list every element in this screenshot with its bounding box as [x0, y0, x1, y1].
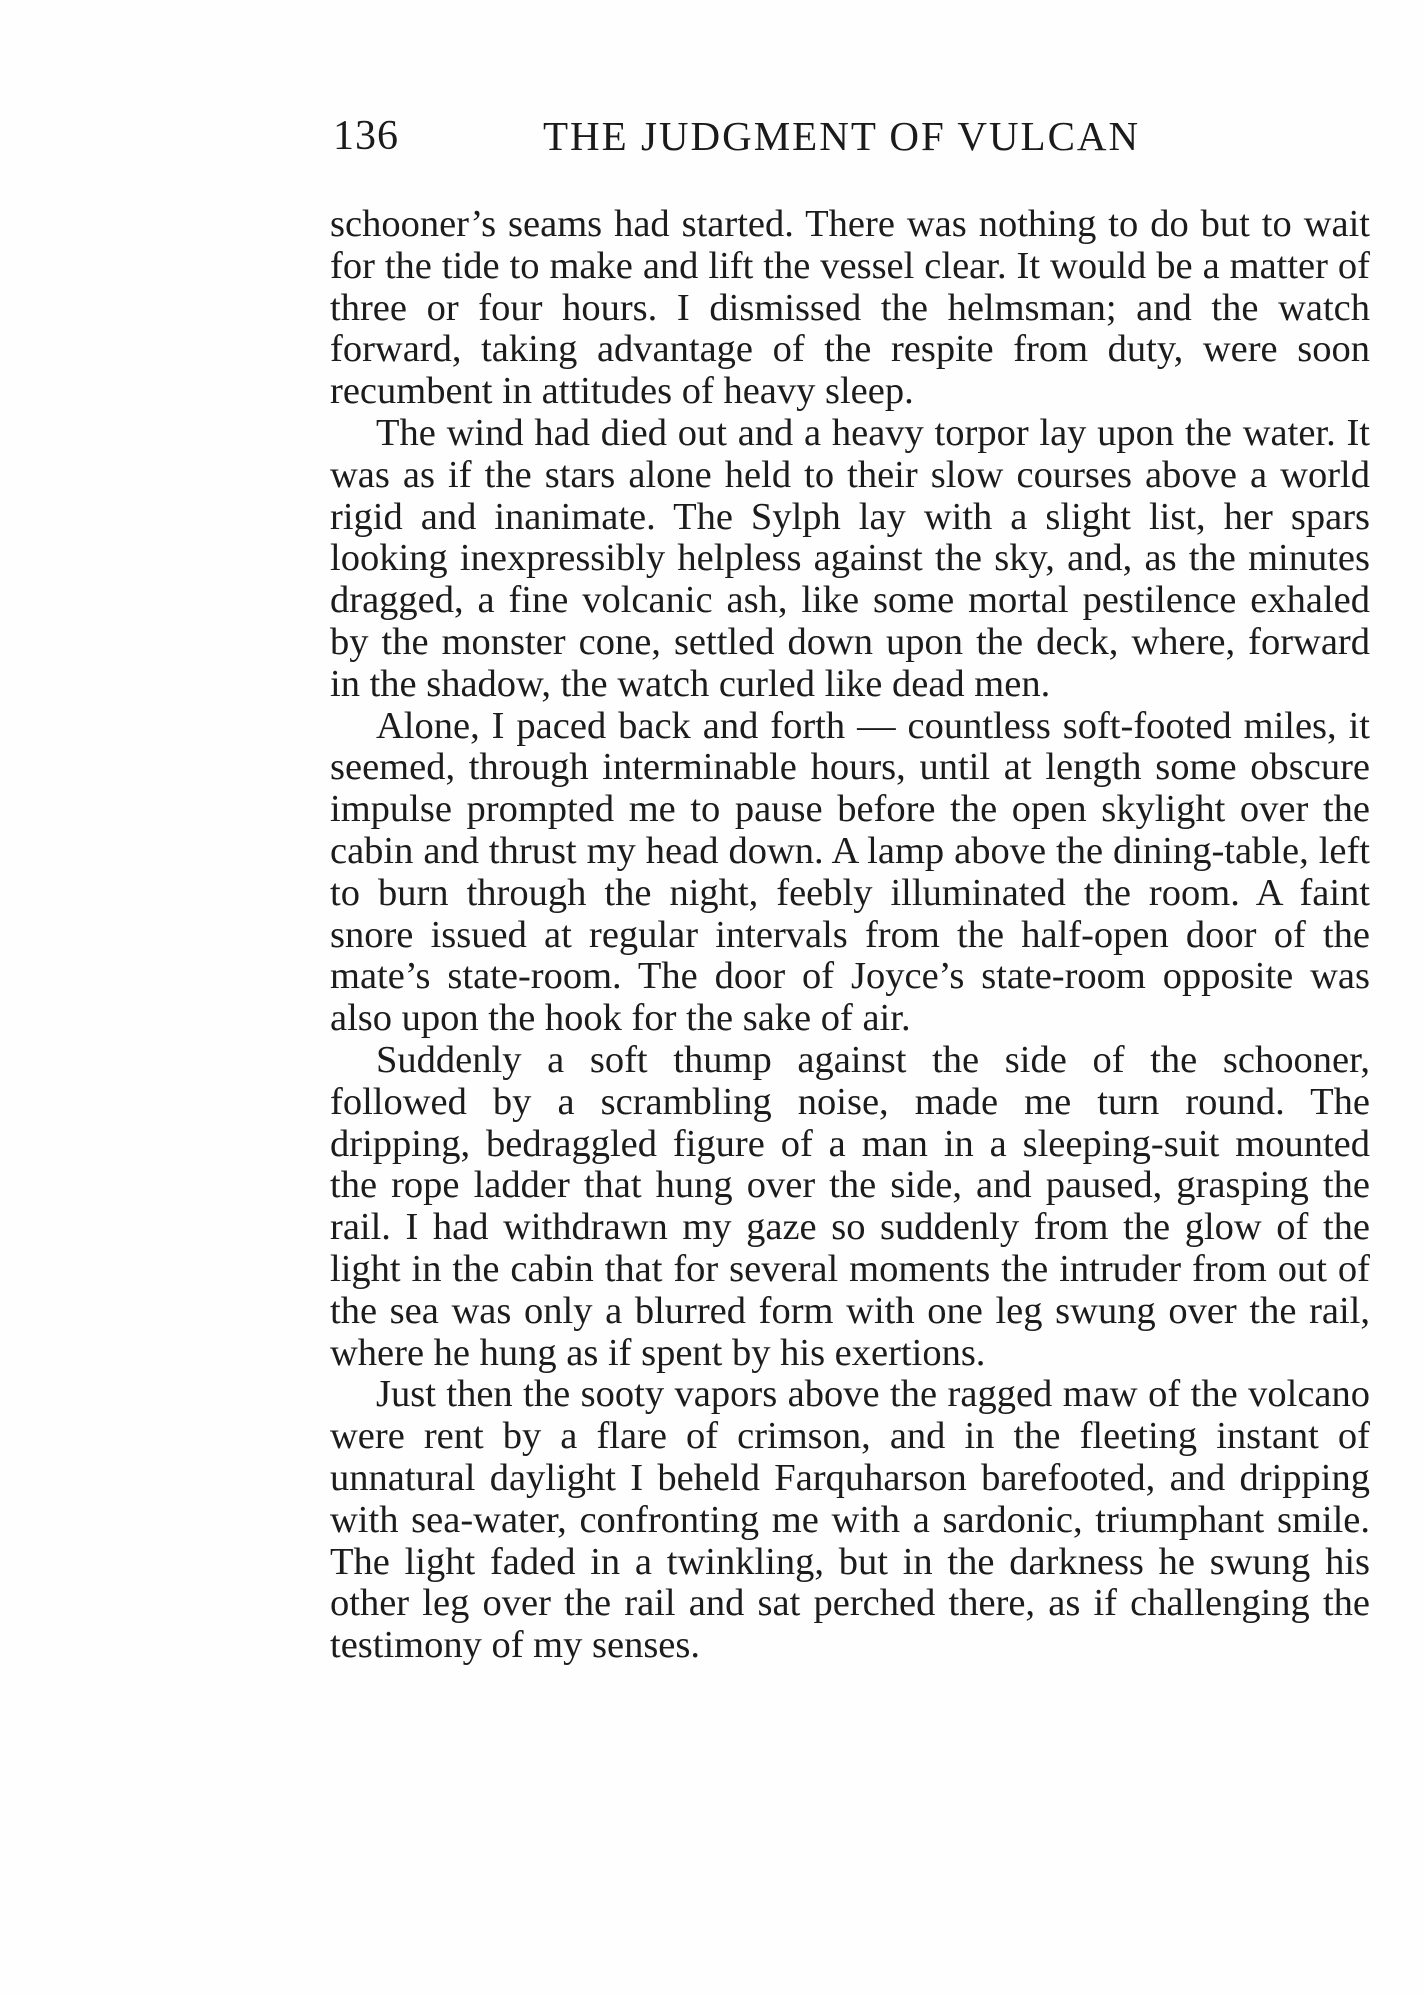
paragraph-1: schooner’s seams had started. There was nothing to do but to wait for the tide to make and lift the vessel clear. It would be a matter of three or four hours. I dismissed the helmsman; and the watch forward, taking advantage of the respite from duty, were soon recumbent in attitudes of heavy sleep.	[330, 203, 1370, 413]
paragraph-4: Suddenly a soft thump against the side of the schooner, followed by a scrambling noise, made me turn round. The dripping, bedraggled figure of a man in a sleeping-suit mounted the rope ladder that hung over the side, and paused, grasping the rail. I had withdrawn my gaze so suddenly from the glow of the light in the cabin that for several moments the intruder from out of the sea was only a blurred form with one leg swung over the rail, where he hung as if spent by his exertions.	[330, 1038, 1370, 1374]
paragraph-5: Just then the sooty vapors above the ragged maw of the volcano were rent by a flare of crimson, and in the fleeting instant of unnatural daylight I beheld Farquharson barefooted, and dripping with sea-water, confronting me with a sardonic, triumphant smile. The light faded in a twinkling, but in the darkness he swung his other leg over the rail and sat perched there, as if challenging the testimony of my senses.	[330, 1373, 1370, 1667]
page-number: 136	[333, 113, 399, 159]
running-title: THE JUDGMENT OF VULCAN	[543, 113, 1141, 159]
paragraph-3: Alone, I paced back and forth — countless soft-footed miles, it seemed, through interminable hours, until at length some obscure impulse prompted me to pause before the open skylight over the cabin and thrust my head down. A lamp above the dining-table, left to burn through the night, feebly illuminated the room. A faint snore issued at regular intervals from the half-open door of the mate’s state-room. The door of Joyce’s state-room opposite was also upon the hook for the sake of air.	[330, 704, 1370, 1040]
body-text	[330, 204, 1370, 1667]
paragraph-2: The wind had died out and a heavy torpor lay upon the water. It was as if the stars alone held to their slow courses above a world rigid and inanimate. The Sylph lay with a slight list, her spars looking inexpressibly helpless against the sky, and, as the minutes dragged, a fine volcanic ash, like some mortal pestilence exhaled by the monster cone, settled down upon the deck, where, forward in the shadow, the watch curled like dead men.	[330, 411, 1370, 705]
page-header	[333, 112, 1213, 172]
